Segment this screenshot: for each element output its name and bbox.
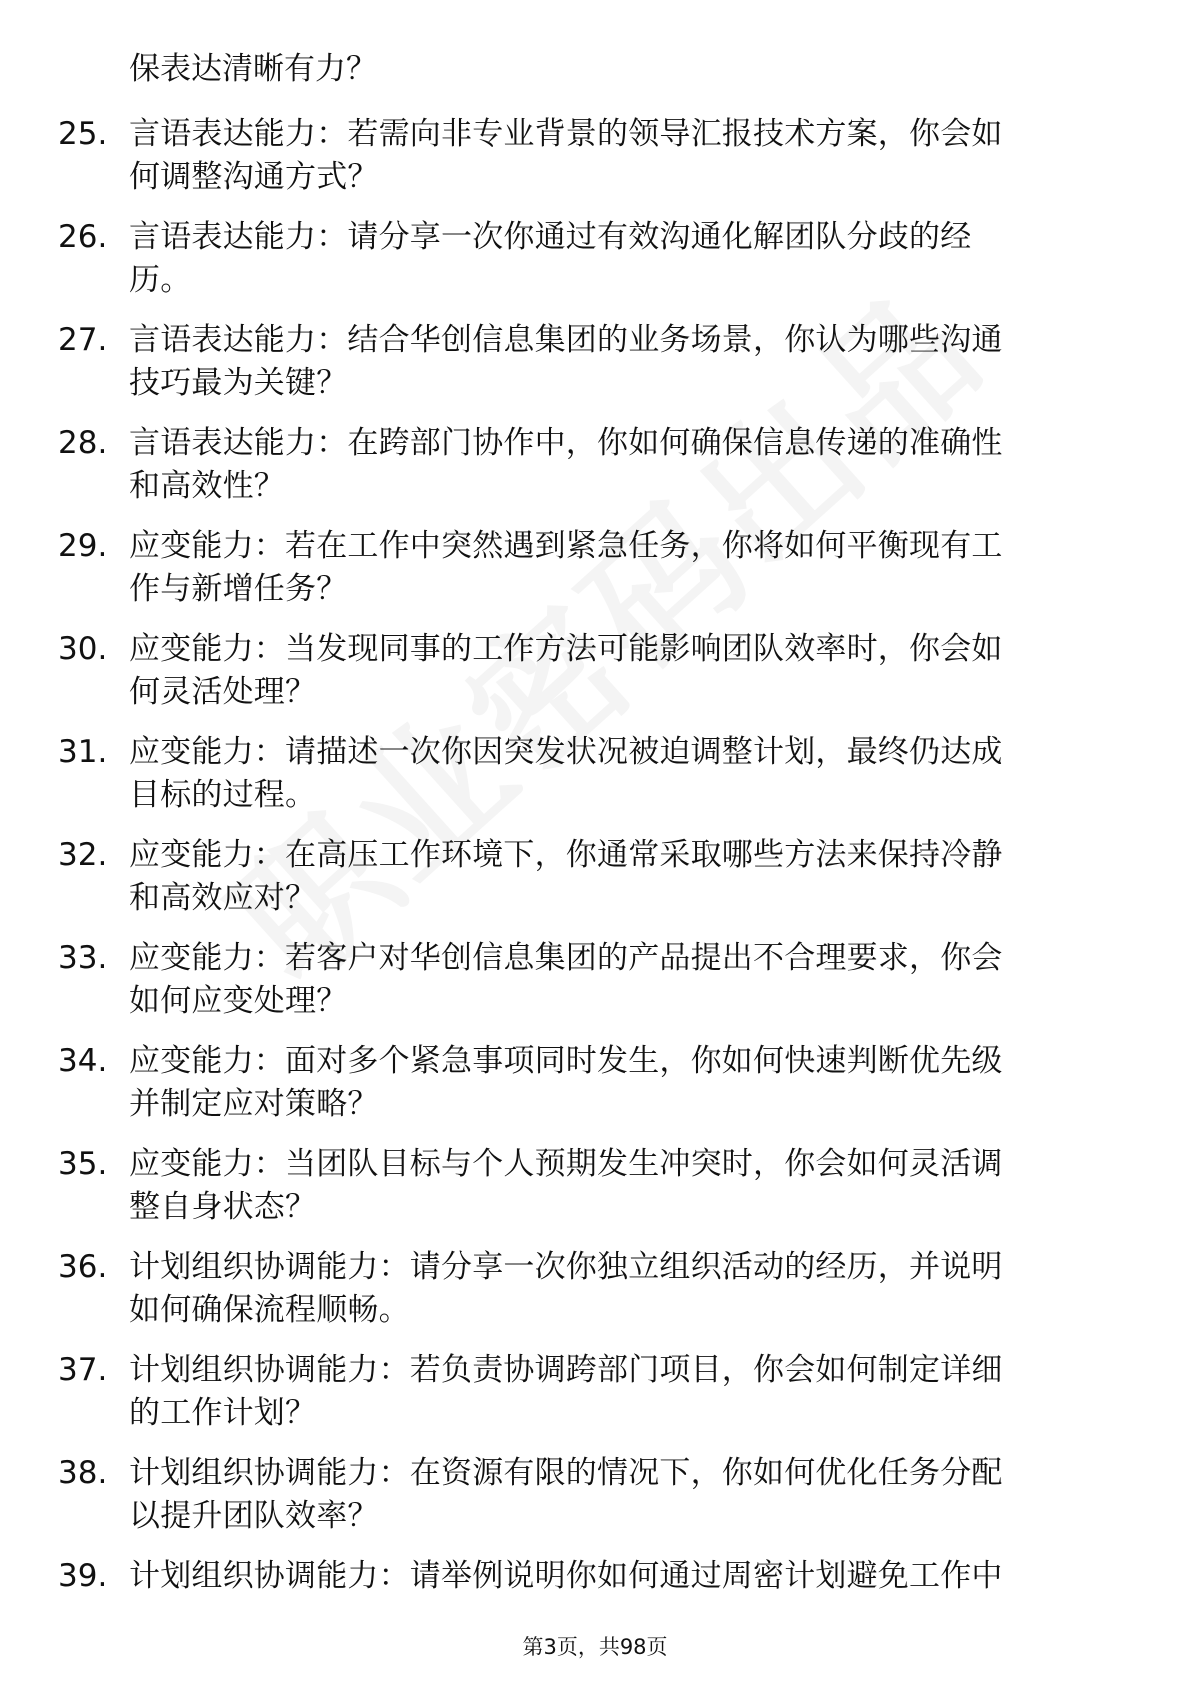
question-text-line-1: 言语表达能力：在跨部门协作中，你如何确保信息传递的准确性 bbox=[129, 425, 1003, 461]
question-text-line-1: 计划组织协调能力：在资源有限的情况下，你如何优化任务分配 bbox=[129, 1455, 1003, 1491]
question-number: 36. bbox=[58, 1249, 108, 1285]
question-number: 34. bbox=[58, 1043, 108, 1079]
question-number: 33. bbox=[58, 940, 108, 976]
question-text-line-1: 计划组织协调能力：若负责协调跨部门项目，你会如何制定详细 bbox=[129, 1352, 1003, 1388]
question-text-line-1: 言语表达能力：请分享一次你通过有效沟通化解团队分歧的经 bbox=[129, 219, 972, 255]
question-text-line-1: 应变能力：当发现同事的工作方法可能影响团队效率时，你会如 bbox=[129, 631, 1003, 667]
question-item bbox=[58, 731, 1108, 834]
question-item bbox=[58, 937, 1108, 1040]
question-text-line-2: 历。 bbox=[129, 262, 192, 298]
question-item bbox=[58, 319, 1108, 422]
question-text-line-1: 应变能力：若客户对华创信息集团的产品提出不合理要求，你会 bbox=[129, 940, 1003, 976]
question-text-line-2: 何调整沟通方式？ bbox=[129, 159, 379, 195]
question-text-line-2: 目标的过程。 bbox=[129, 777, 317, 813]
question-text-line-1: 计划组织协调能力：请举例说明你如何通过周密计划避免工作中 bbox=[129, 1558, 1003, 1594]
question-item bbox=[58, 834, 1108, 937]
question-text-line-1: 言语表达能力：结合华创信息集团的业务场景，你认为哪些沟通 bbox=[129, 322, 1003, 358]
question-item bbox=[58, 525, 1108, 628]
question-text-line-2: 和高效应对？ bbox=[129, 880, 317, 916]
question-number: 28. bbox=[58, 425, 108, 461]
question-item bbox=[58, 216, 1108, 319]
question-number: 35. bbox=[58, 1146, 108, 1182]
question-text-line-2: 以提升团队效率？ bbox=[129, 1498, 379, 1534]
question-item bbox=[58, 1040, 1108, 1143]
question-item bbox=[58, 113, 1108, 216]
question-text-line-2: 整自身状态？ bbox=[129, 1189, 317, 1225]
continued-question-text: 保表达清晰有力？ bbox=[129, 51, 377, 87]
question-item bbox=[58, 628, 1108, 731]
question-text-line-2: 的工作计划？ bbox=[129, 1395, 317, 1431]
question-item bbox=[58, 1143, 1108, 1246]
question-list bbox=[58, 113, 1108, 1658]
question-text-line-2: 和高效性？ bbox=[129, 468, 285, 504]
question-text-line-1: 应变能力：请描述一次你因突发状况被迫调整计划，最终仍达成 bbox=[129, 734, 1003, 770]
question-number: 26. bbox=[58, 219, 108, 255]
question-item bbox=[58, 1452, 1108, 1555]
question-text-line-2: 如何应变处理？ bbox=[129, 983, 348, 1019]
question-item bbox=[58, 1246, 1108, 1349]
question-text-line-2: 作与新增任务？ bbox=[129, 571, 348, 607]
question-item bbox=[58, 1349, 1108, 1452]
question-number: 38. bbox=[58, 1455, 108, 1491]
question-text-line-2: 如何确保流程顺畅。 bbox=[129, 1292, 410, 1328]
question-text-line-1: 应变能力：当团队目标与个人预期发生冲突时，你会如何灵活调 bbox=[129, 1146, 1003, 1182]
question-number: 31. bbox=[58, 734, 108, 770]
question-number: 25. bbox=[58, 116, 108, 152]
question-text-line-1: 应变能力：若在工作中突然遇到紧急任务，你将如何平衡现有工 bbox=[129, 528, 1003, 564]
question-number: 29. bbox=[58, 528, 108, 564]
question-number: 32. bbox=[58, 837, 108, 873]
question-text-line-1: 应变能力：在高压工作环境下，你通常采取哪些方法来保持冷静 bbox=[129, 837, 1003, 873]
question-text-line-1: 计划组织协调能力：请分享一次你独立组织活动的经历，并说明 bbox=[129, 1249, 1003, 1285]
page-footer: 第3页，共98页 bbox=[522, 1635, 668, 1659]
question-text-line-2: 何灵活处理？ bbox=[129, 674, 317, 710]
question-text-line-1: 应变能力：面对多个紧急事项同时发生，你如何快速判断优先级 bbox=[129, 1043, 1003, 1079]
question-text-line-2: 技巧最为关键？ bbox=[129, 365, 348, 401]
question-number: 27. bbox=[58, 322, 108, 358]
question-number: 30. bbox=[58, 631, 108, 667]
question-number: 37. bbox=[58, 1352, 108, 1388]
question-item bbox=[58, 422, 1108, 525]
question-text-line-1: 言语表达能力：若需向非专业背景的领导汇报技术方案，你会如 bbox=[129, 116, 1003, 152]
question-number: 39. bbox=[58, 1558, 108, 1594]
question-text-line-2: 并制定应对策略？ bbox=[129, 1086, 379, 1122]
